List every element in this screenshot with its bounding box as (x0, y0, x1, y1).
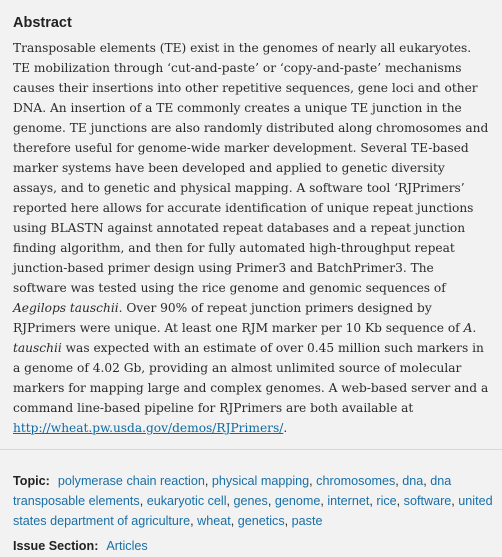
topic-separator: , (139, 494, 147, 508)
topic-link[interactable]: dna (402, 474, 424, 488)
topic-separator: , (395, 474, 403, 488)
topic-link[interactable]: genetics (237, 514, 285, 528)
article-metadata (13, 471, 493, 556)
topic-list (13, 471, 493, 531)
topic-separator: , (369, 494, 377, 508)
abstract-heading: Abstract (13, 15, 72, 31)
species-name-2: A. tauschii (13, 321, 477, 355)
topic-link[interactable]: internet (327, 494, 370, 508)
abstract-text-part-2: . Over 90% of repeat junction primers designed by RJPrimers were unique. At least one RJM marker per 10 Kb sequence of (13, 301, 464, 335)
issue-section-row (13, 536, 493, 556)
topic-link[interactable]: eukaryotic cell (146, 494, 227, 508)
topic-separator: , (423, 474, 431, 488)
abstract-text (13, 38, 491, 438)
topic-link[interactable]: physical mapping (211, 474, 310, 488)
topic-link[interactable]: polymerase chain reaction (57, 474, 205, 488)
issue-section-link[interactable]: Articles (106, 539, 148, 553)
topic-separator: , (320, 494, 328, 508)
issue-section-label: Issue Section: (13, 539, 99, 553)
topic-items (13, 474, 493, 528)
topic-separator: , (226, 494, 234, 508)
rjprimers-url-link[interactable]: http://wheat.pw.usda.gov/demos/RJPrimers/ (13, 421, 284, 435)
topic-link[interactable]: genes (233, 494, 268, 508)
species-name-1: Aegilops tauschii (13, 301, 119, 315)
abstract-text-part-3: was expected with an estimate of over 0.45 million such markers in a genome of 4.02 Gb, providing an almost unlimited source of molecular markers for mapping large and complex genomes. A web-based server and a command line-based pipeline for RJPrimers are both available at (13, 341, 489, 415)
topic-separator: , (204, 474, 212, 488)
topic-link[interactable]: wheat (197, 514, 231, 528)
topic-separator: , (284, 514, 292, 528)
topic-link[interactable]: dna transposable elements (13, 474, 452, 508)
topic-separator: , (396, 494, 404, 508)
topic-separator: , (230, 514, 238, 528)
topic-link[interactable]: genome (274, 494, 321, 508)
topic-separator: , (309, 474, 317, 488)
abstract-text-end: . (283, 421, 288, 435)
topic-separator: , (267, 494, 275, 508)
topic-label: Topic: (13, 474, 50, 488)
topic-link[interactable]: chromosomes (316, 474, 396, 488)
topic-link[interactable]: rice (376, 494, 397, 508)
topic-separator: , (190, 514, 198, 528)
topic-separator: , (451, 494, 459, 508)
topic-link[interactable]: united states department of agriculture (13, 494, 493, 528)
topic-link[interactable]: software (403, 494, 452, 508)
abstract-text-part-1: Transposable elements (TE) exist in the genomes of nearly all eukaryotes. TE mobilization through ‘cut-and-paste’ or ‘copy-and-paste’ mechanisms causes their insertions into other repetitive sequences, gene loci and other DNA. An insertion of a TE commonly creates a unique TE junction in the genome. TE junctions are also randomly distributed along chromosomes and therefore useful for genome-wide marker development. Several TE-based marker systems have been developed and applied to genetic diversity assays, and to genetic and physical mapping. A software tool ‘RJPrimers’ reported here allows for accurate identification of unique repeat junctions using BLASTN against annotated repeat databases and a repeat junction finding algorithm, and then for fully automated high-throughput repeat junction-based primer design using Primer3 and BatchPrimer3. The software was tested using the rice genome and genomic sequences of (13, 41, 489, 295)
section-divider (0, 449, 502, 450)
topic-link[interactable]: paste (291, 514, 323, 528)
